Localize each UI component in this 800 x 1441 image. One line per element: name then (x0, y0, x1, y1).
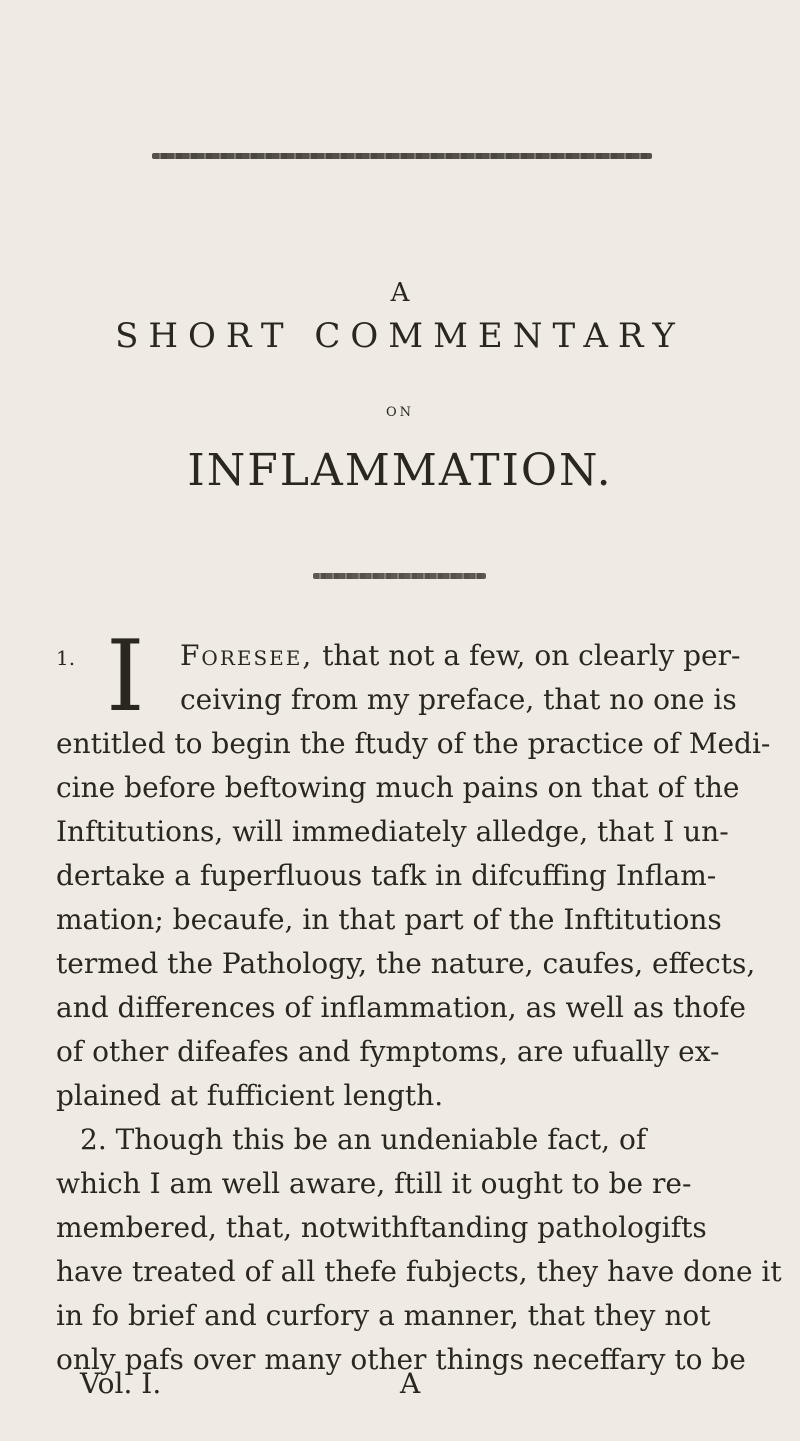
text-line: mation; becaufe, in that part of the Inftitutions (56, 903, 722, 936)
text-line: Inftitutions, will immediately alledge, that I un- (56, 815, 729, 848)
first-word: Foresee, (180, 639, 314, 672)
title-line-1: SHORT COMMENTARY (115, 316, 685, 356)
text-line: and differences of inflammation, as well as thofe (56, 991, 746, 1024)
volume-label: Vol. I. (80, 1367, 162, 1400)
signature-mark: A (400, 1367, 421, 1400)
text-line: membered, that, notwithftanding pathologifts (56, 1211, 707, 1244)
text-line: of other difeafes and fymptoms, are ufually ex- (56, 1035, 720, 1068)
section-2 (56, 1118, 782, 1382)
title-article: A (390, 278, 410, 308)
text-line: in fo brief and curfory a manner, that they not (56, 1299, 711, 1332)
text-line: plained at fufficient length. (56, 1079, 444, 1112)
text-line: only pafs over many other things neceffary to be (56, 1343, 746, 1376)
text-line: ceiving from my preface, that no one is (180, 683, 737, 716)
text-line: entitled to begin the ftudy of the practice of Medi- (56, 727, 771, 760)
drop-cap: I (106, 620, 145, 734)
top-ornamental-rule (152, 153, 652, 159)
text-line: dertake a fuperfluous tafk in difcuffing Inflam- (56, 859, 717, 892)
title-on: ON (385, 405, 415, 420)
text-line: termed the Pathology, the nature, caufes, effects, (56, 947, 756, 980)
page-footer (80, 1367, 720, 1407)
text-line: cine before beftowing much pains on that of the (56, 771, 740, 804)
text-line: which I am well aware, ftill it ought to be re- (56, 1167, 692, 1200)
text-line: 2. Though this be an undeniable fact, of (80, 1123, 647, 1156)
body-text (56, 620, 782, 1382)
title-line-2: INFLAMMATION. (187, 445, 613, 496)
section-number: 1. (56, 646, 76, 670)
middle-ornamental-rule (313, 573, 486, 579)
section-1 (56, 620, 774, 1118)
text-line: have treated of all thefe fubjects, they have done it (56, 1255, 782, 1288)
text-line (56, 634, 774, 678)
text-line-content: that not a few, on clearly per- (322, 639, 741, 672)
